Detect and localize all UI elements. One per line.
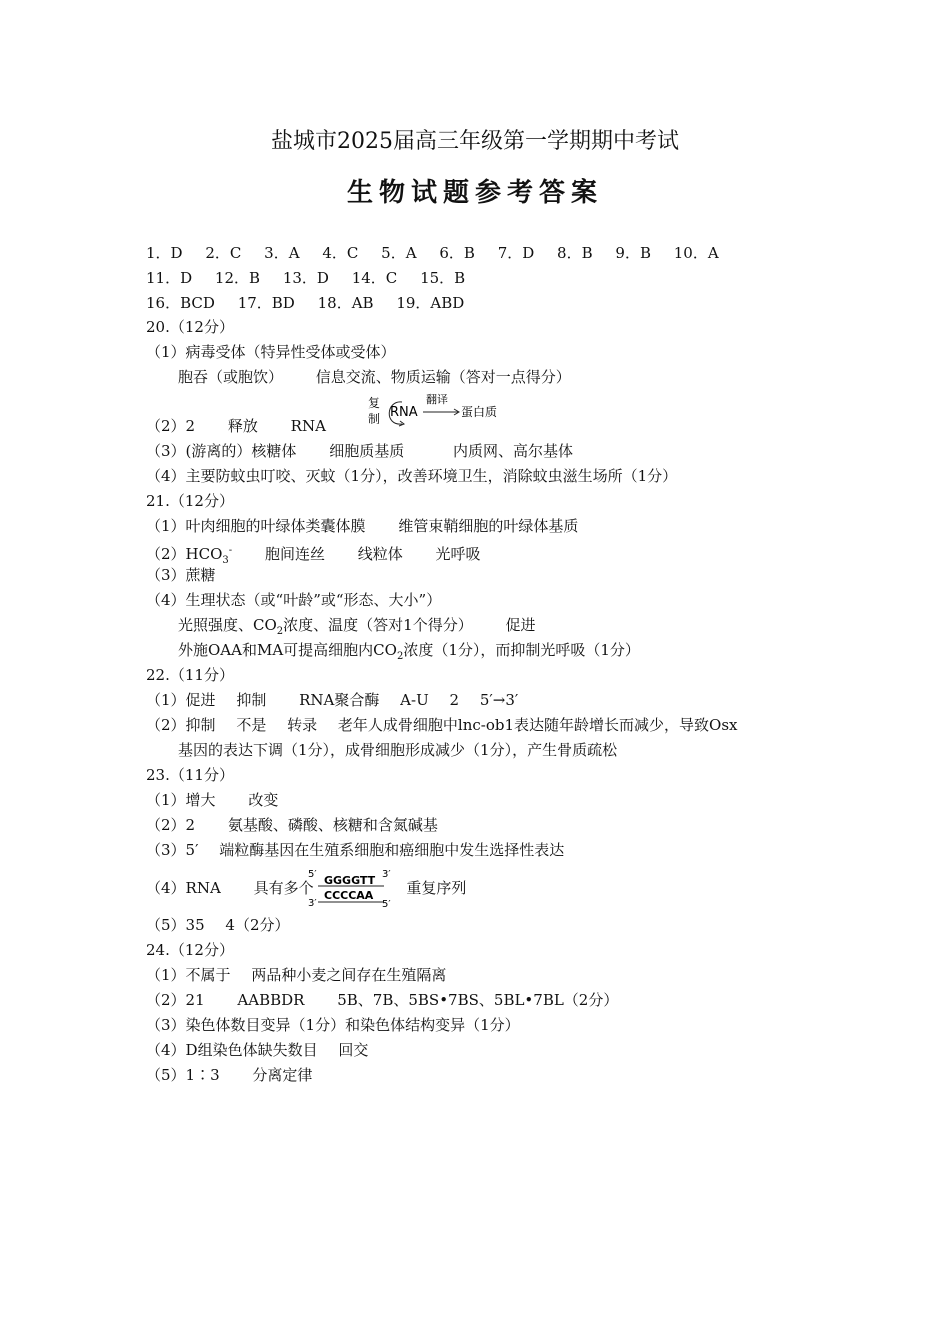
q20-answer-3: （3）(游离的）核糖体 细胞质基质 内质网、高尔基体 — [146, 442, 573, 460]
q20-answer-1: （1）病毒受体（特异性受体或受体） — [146, 343, 396, 361]
q21-heading: 21.（12分） — [146, 492, 234, 510]
mc-answer: 14．C — [351, 269, 398, 287]
mc-answer: 7．D — [497, 244, 535, 262]
telomere-sequence-diagram — [306, 866, 398, 910]
mc-answer: 16．BCD — [146, 294, 215, 312]
mc-answer: 4．C — [322, 244, 359, 262]
mc-answer: 19．ABD — [396, 294, 465, 312]
rna-replication-diagram — [366, 392, 516, 432]
q20-answer-2: （2）2 释放 RNA — [146, 417, 326, 435]
q24-answer-2: （2）21 AABBDR 5B、7B、5BS•7BS、5BL•7BL（2分） — [146, 991, 619, 1009]
q24-answer-3: （3）染色体数目变异（1分）和染色体结构变异（1分） — [146, 1016, 520, 1034]
q20-answer-1b: 胞吞（或胞饮） 信息交流、物质运输（答对一点得分） — [178, 368, 571, 386]
q23-answer-4: （4）RNA 具有多个 重复序列 — [146, 879, 467, 897]
q21-answer-4c: 外施OAA和MA可提高细胞内$CO_2$浓度（1分），而抑制光呼吸（1分） — [178, 641, 640, 662]
answer-key-title: 生物试题参考答案 — [346, 178, 603, 208]
diagram-rna: RNA — [390, 405, 418, 420]
q23-answer-3: （3）5′ 端粒酶基因在生殖系细胞和癌细胞中发生选择性表达 — [146, 841, 565, 859]
mc-row-1 — [146, 242, 737, 264]
diagram-translation-label: 翻译 — [426, 393, 448, 406]
q24-answer-5: （5）1∶3 分离定律 — [146, 1066, 313, 1084]
mc-answer: 9．B — [615, 244, 651, 262]
q22-heading: 22.（11分） — [146, 666, 234, 684]
q24-answer-1: （1）不属于 两品种小麦之间存在生殖隔离 — [146, 966, 447, 984]
q23-answer-1: （1）增大 改变 — [146, 791, 279, 809]
loop-arrowhead — [399, 421, 404, 426]
mc-answer: 1．D — [146, 244, 183, 262]
q20-answer-4: （4）主要防蚊虫叮咬、灭蚊（1分），改善环境卫生，消除蚊虫滋生场所（1分） — [146, 467, 678, 485]
q23-answer-5: （5）35 4（2分） — [146, 916, 290, 934]
seq-top-5prime: 5′ — [308, 869, 317, 880]
mc-answer: 10．A — [673, 244, 719, 262]
mc-answer: 2．C — [205, 244, 242, 262]
diagram-protein: 蛋白质 — [461, 405, 498, 419]
mc-answer: 8．B — [557, 244, 593, 262]
diagram-label-zhi: 制 — [368, 412, 381, 426]
q21-answer-4b: 光照强度、$CO_2$浓度、温度（答对1个得分） 促进 — [178, 616, 536, 637]
mc-answer: 15．B — [420, 269, 466, 287]
mc-row-3 — [146, 292, 482, 314]
q21-answer-2: $(2)HCO_3^-$ 胞间连丝 线粒体 光呼吸 — [146, 545, 481, 566]
q23-heading: 23.（11分） — [146, 766, 234, 784]
mc-answer: 13．D — [282, 269, 329, 287]
mc-answer: 5．A — [381, 244, 417, 262]
seq-top-strand: GGGGTT — [324, 874, 376, 887]
diagram-label-fu: 复 — [368, 396, 381, 410]
seq-bottom-3prime: 3′ — [308, 898, 317, 909]
q21-answer-1: （1）叶肉细胞的叶绿体类囊体膜 维管束鞘细胞的叶绿体基质 — [146, 517, 579, 535]
q21-answer-4: （4）生理状态（或“叶龄”或“形态、大小”） — [146, 591, 442, 609]
seq-bottom-strand: CCCCAA — [324, 889, 374, 902]
mc-answer: 12．B — [214, 269, 261, 287]
mc-answer: 6．B — [439, 244, 475, 262]
mc-answer: 17．BD — [237, 294, 295, 312]
q23-answer-2: （2）2 氨基酸、磷酸、核糖和含氮碱基 — [146, 816, 438, 834]
q24-answer-4: （4）D组染色体缺失数目 回交 — [146, 1041, 369, 1059]
mc-answer: 11．D — [146, 269, 193, 287]
q21-answer-3: （3）蔗糖 — [146, 566, 216, 584]
seq-bottom-5prime: 5′ — [382, 899, 391, 910]
q22-answer-2: （2）抑制 不是 转录 老年人成骨细胞中lnc-ob1表达随年龄增长而减少，导致Osx — [146, 716, 738, 734]
q24-heading: 24.（12分） — [146, 941, 234, 959]
mc-answer: 3．A — [264, 244, 300, 262]
mc-row-2 — [146, 267, 483, 289]
exam-title: 盐城市2025届高三年级第一学期期中考试 — [271, 129, 679, 154]
q22-answer-2b: 基因的表达下调（1分），成骨细胞形成减少（1分），产生骨质疏松 — [178, 741, 618, 759]
mc-answer: 18．AB — [317, 294, 374, 312]
seq-top-3prime: 3′ — [382, 869, 391, 880]
q20-heading: 20.（12分） — [146, 318, 234, 336]
q22-answer-1: （1）促进 抑制 RNA聚合酶 A-U 2 5′→3′ — [146, 691, 519, 709]
